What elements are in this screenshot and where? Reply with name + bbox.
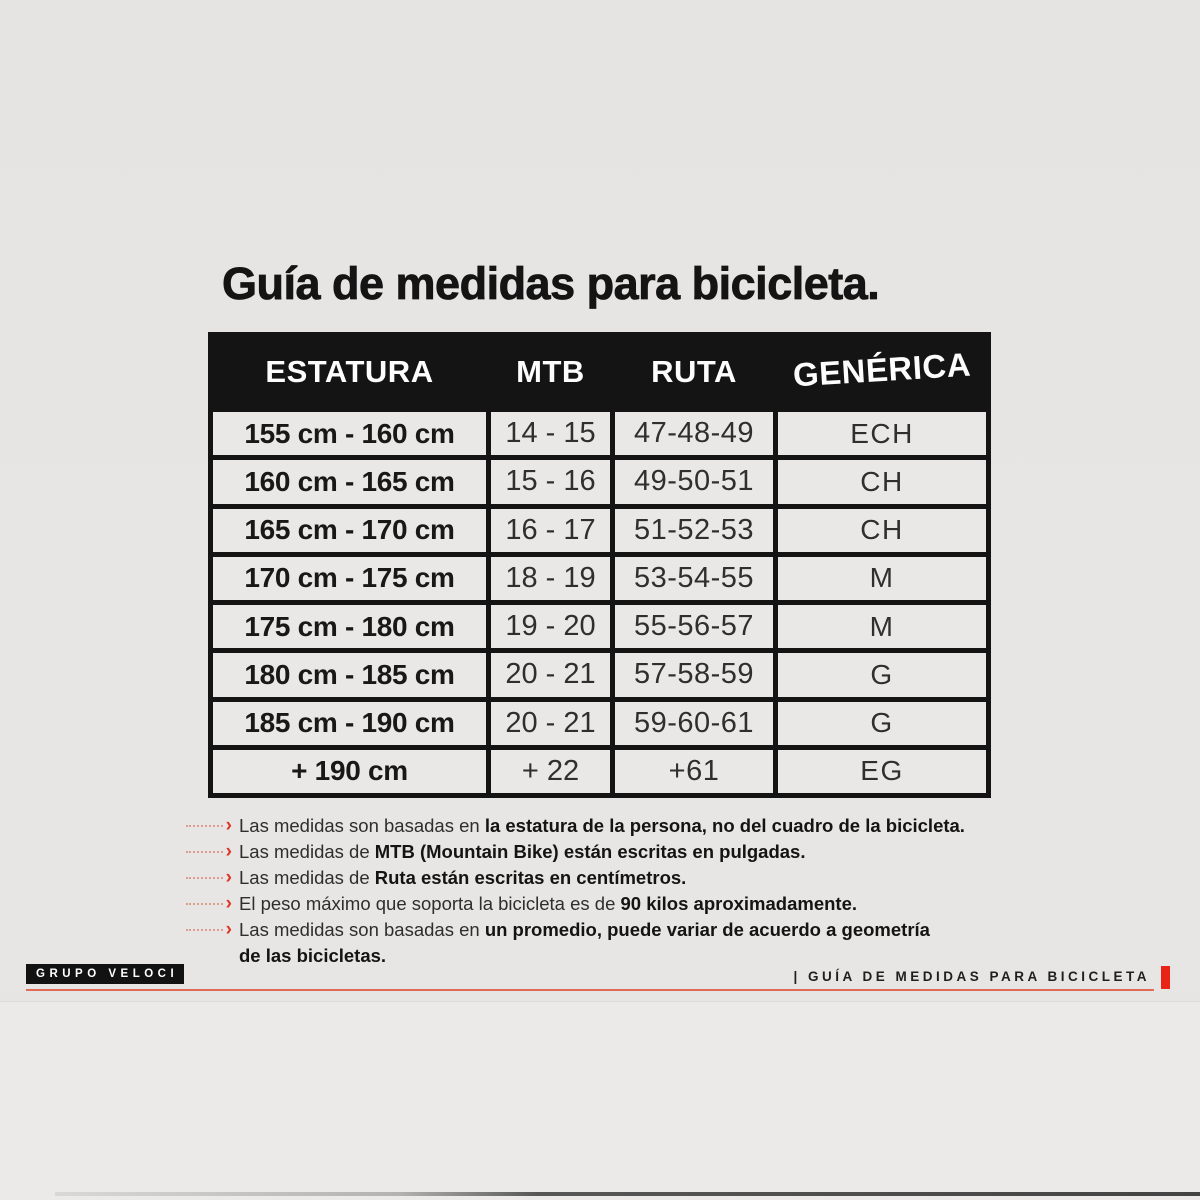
- cell-mtb: 20 - 21: [489, 651, 613, 699]
- note-text: Las medidas son basadas en la estatura de la persona, no del cuadro de la bicicleta.: [239, 815, 965, 836]
- cell-generica: ECH: [776, 410, 989, 458]
- cell-mtb: 15 - 16: [489, 458, 613, 506]
- note-text: El peso máximo que soporta la bicicleta es de 90 kilos aproximadamente.: [239, 893, 858, 914]
- cell-ruta: 55-56-57: [613, 603, 776, 651]
- cell-generica: M: [776, 603, 989, 651]
- cell-generica: G: [776, 651, 989, 699]
- cell-mtb: 20 - 21: [489, 699, 613, 747]
- cell-ruta: +61: [613, 747, 776, 795]
- cell-estatura: 155 cm - 160 cm: [211, 410, 489, 458]
- footer-underline: [26, 989, 1154, 991]
- brand-badge: GRUPO VELOCI: [26, 964, 184, 984]
- cell-mtb: 16 - 17: [489, 506, 613, 554]
- cell-ruta: 53-54-55: [613, 554, 776, 602]
- cell-mtb: 14 - 15: [489, 410, 613, 458]
- cell-ruta: 49-50-51: [613, 458, 776, 506]
- cell-generica: M: [776, 554, 989, 602]
- cell-ruta: 47-48-49: [613, 410, 776, 458]
- cell-generica: CH: [776, 506, 989, 554]
- lower-background-band: [0, 1001, 1200, 1200]
- red-accent-bar: [1161, 966, 1170, 989]
- list-item: [186, 917, 1066, 969]
- arrow-bullet-icon: ›: [186, 865, 232, 891]
- arrow-bullet-icon: ›: [186, 917, 232, 943]
- cell-estatura: 160 cm - 165 cm: [211, 458, 489, 506]
- arrow-bullet-icon: ›: [186, 813, 232, 839]
- cell-mtb: 19 - 20: [489, 603, 613, 651]
- cell-estatura: 180 cm - 185 cm: [211, 651, 489, 699]
- note-text: Las medidas de Ruta están escritas en centímetros.: [239, 867, 687, 888]
- cell-estatura: + 190 cm: [211, 747, 489, 795]
- arrow-bullet-icon: ›: [186, 891, 232, 917]
- cell-ruta: 59-60-61: [613, 699, 776, 747]
- page-title: Guía de medidas para bicicleta.: [222, 258, 880, 309]
- column-header-generica-label: GENÉRICA: [791, 345, 972, 394]
- table-row: [211, 747, 989, 795]
- cell-estatura: 165 cm - 170 cm: [211, 506, 489, 554]
- table-row: [211, 458, 989, 506]
- cell-mtb: + 22: [489, 747, 613, 795]
- cell-estatura: 170 cm - 175 cm: [211, 554, 489, 602]
- table-row: [211, 699, 989, 747]
- list-item: [186, 813, 1066, 839]
- footer-caption: | GUÍA DE MEDIDAS PARA BICICLETA: [793, 969, 1150, 984]
- table-row: [211, 410, 989, 458]
- table-row: [211, 651, 989, 699]
- column-header-ruta: RUTA: [613, 335, 776, 410]
- cell-estatura: 175 cm - 180 cm: [211, 603, 489, 651]
- table-row: [211, 603, 989, 651]
- column-header-estatura: ESTATURA: [211, 335, 489, 410]
- cell-ruta: 57-58-59: [613, 651, 776, 699]
- cell-generica: CH: [776, 458, 989, 506]
- column-header-generica: [776, 335, 989, 410]
- note-text: Las medidas de MTB (Mountain Bike) están escritas en pulgadas.: [239, 841, 806, 862]
- size-table: [208, 332, 991, 798]
- table-header-row: [211, 335, 989, 410]
- cell-generica: G: [776, 699, 989, 747]
- table-row: [211, 554, 989, 602]
- notes-list: [186, 813, 1066, 969]
- bottom-edge-artifact: [55, 1192, 1200, 1196]
- table-row: [211, 506, 989, 554]
- cell-mtb: 18 - 19: [489, 554, 613, 602]
- size-guide-table: [208, 332, 986, 798]
- list-item: [186, 865, 1066, 891]
- cell-generica: EG: [776, 747, 989, 795]
- column-header-mtb: MTB: [489, 335, 613, 410]
- cell-ruta: 51-52-53: [613, 506, 776, 554]
- cell-estatura: 185 cm - 190 cm: [211, 699, 489, 747]
- list-item: [186, 839, 1066, 865]
- list-item: [186, 891, 1066, 917]
- arrow-bullet-icon: ›: [186, 839, 232, 865]
- note-text: Las medidas son basadas en un promedio, puede variar de acuerdo a geometría de las bicicletas.: [239, 919, 930, 966]
